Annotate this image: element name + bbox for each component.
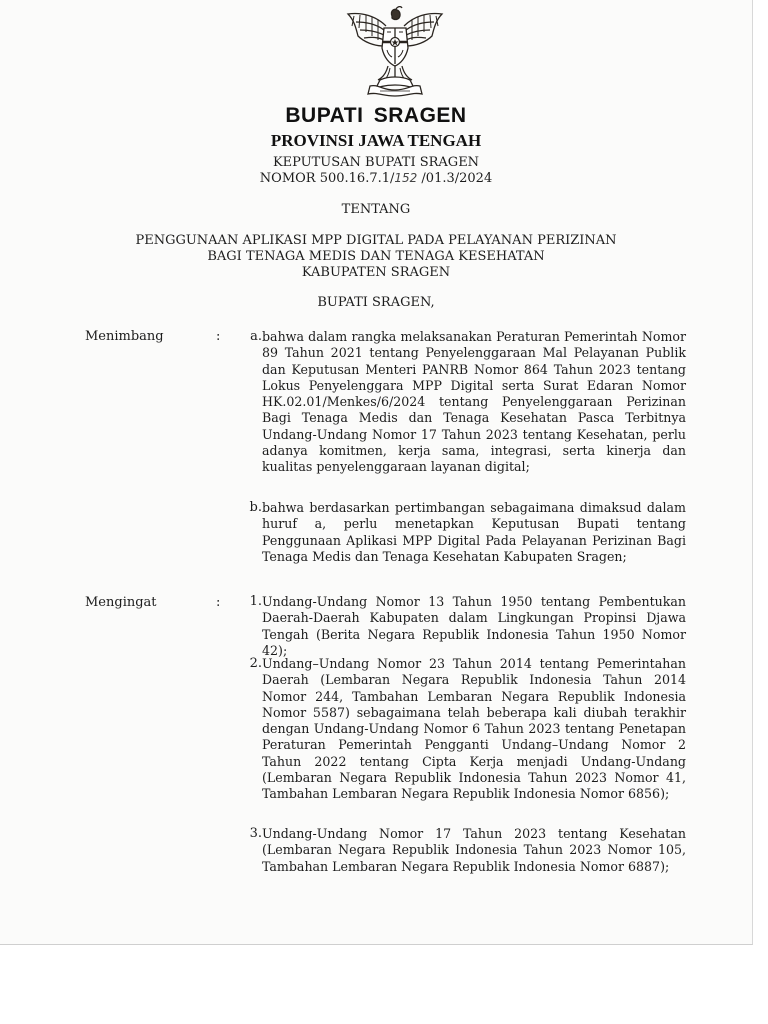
mengingat-item-2-text: Undang–Undang Nomor 23 Tahun 2014 tentang Pemerintahan Daerah (Lembaran Negara Republik Indonesia Tahun 2014 Nomor 244, Tambahan Lembaran Negara Republik Indonesia Nomor 5587) sebagaimana telah beberapa kali diubah terakhir dengan Undang-Undang Nomor 6 Tahun 2023 tentang Penetapan Peraturan Pemerintah Pengganti Undang–Undang Nomor 2 Tahun 2022 tentang Cipta Kerja menjadi Undang-Undang (Lembaran Negara Republik Indonesia Tahun 2023 Nomor 41, Tambahan Lembaran Negara Republik Indonesia Nomor 6856);	[262, 656, 686, 802]
decree-type: KEPUTUSAN BUPATI SRAGEN	[272, 155, 480, 170]
menimbang-label: Menimbang	[85, 329, 164, 344]
menimbang-item-a-mark: a.	[250, 329, 262, 344]
mengingat-item-1-mark: 1.	[249, 594, 262, 609]
menimbang-colon: :	[216, 329, 221, 344]
tentang-heading: TENTANG	[341, 202, 411, 217]
mengingat-label: Mengingat	[85, 595, 157, 610]
menimbang-item-b-text: bahwa berdasarkan pertimbangan sebagaimana dimaksud dalam huruf a, perlu menetapkan Keputusan Bupati tentang Penggunaan Aplikasi MPP Digital Pada Pelayanan Perizinan Bagi Tenaga Medis dan Tenaga Kesehatan Kabupaten Sragen;	[262, 500, 686, 564]
issuer-heading: BUPATI SRAGEN,	[317, 295, 435, 310]
subject-line-2: BAGI TENAGA MEDIS DAN TENAGA KESEHATAN	[207, 249, 545, 264]
subject-line-3: KABUPATEN SRAGEN	[301, 265, 451, 280]
document-title: BUPATI SRAGEN	[285, 104, 467, 127]
mengingat-item-3-mark: 3.	[249, 826, 262, 841]
mengingat-item-1-text: Undang-Undang Nomor 13 Tahun 1950 tentang Pembentukan Daerah-Daerah Kabupaten dalam Lingkungan Propinsi Djawa Tengah (Berita Negara Republik Indonesia Tahun 1950 Nomor 42);	[262, 594, 686, 658]
menimbang-item-b-mark: b.	[249, 500, 262, 515]
mengingat-colon: :	[216, 595, 221, 610]
province-name: PROVINSI JAWA TENGAH	[270, 131, 482, 150]
decree-number-prefix: NOMOR 500.16.7.1/	[259, 171, 395, 186]
mengingat-item-2-mark: 2.	[249, 656, 262, 671]
subject-line-1: PENGGUNAAN APLIKASI MPP DIGITAL PADA PELAYANAN PERIZINAN	[135, 233, 617, 248]
decree-number	[0, 171, 752, 186]
menimbang-item-a-text: bahwa dalam rangka melaksanakan Peraturan Pemerintah Nomor 89 Tahun 2021 tentang Penyelenggaraan Mal Pelayanan Publik dan Keputusan Menteri PANRB Nomor 864 Tahun 2023 tentang Lokus Penyelenggara MPP Digital serta Surat Edaran Nomor HK.02.01/Menkes/6/2024 tentang Penyelenggaraan Perizinan Bagi Tenaga Medis dan Tenaga Kesehatan Pasca Terbitnya Undang-Undang Nomor 17 Tahun 2023 tentang Kesehatan, perlu adanya komitmen, kerja sama, integrasi, serta kinerja dan kualitas penyelenggaraan layanan digital;	[262, 329, 686, 475]
garuda-emblem-icon	[340, 6, 450, 98]
decree-number-suffix: /01.3/2024	[417, 171, 493, 186]
mengingat-item-3-text: Undang-Undang Nomor 17 Tahun 2023 tentang Kesehatan (Lembaran Negara Republik Indonesia Tahun 2023 Nomor 105, Tambahan Lembaran Negara Republik Indonesia Nomor 6887);	[262, 826, 686, 874]
decree-number-handwritten: 152	[394, 171, 418, 185]
